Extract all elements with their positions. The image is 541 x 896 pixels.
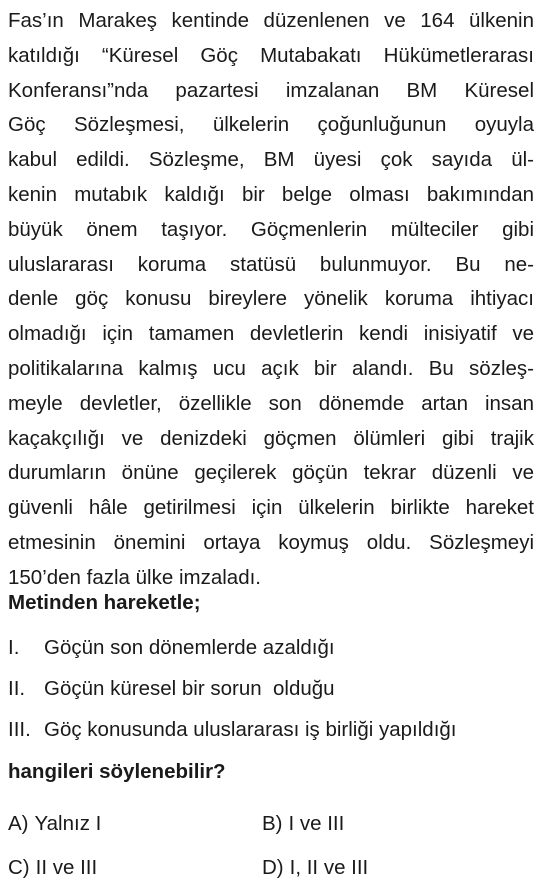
statement-text: Göç konusunda uluslararası iş birliği yapıldığı — [44, 718, 457, 741]
statement-number: I. — [8, 636, 20, 659]
option-b[interactable] — [262, 812, 344, 836]
passage-line: Göç Sözleşmesi, ülkelerin çoğunluğunun oyuyla — [8, 113, 534, 137]
statement-number: III. — [8, 718, 31, 741]
question-stem: hangileri söylenebilir? — [8, 760, 226, 783]
passage-line: kenin mutabık kaldığı bir belge olması bakımından — [8, 182, 534, 206]
passage-line: kaçakçılığı ve denizdeki göçmen ölümleri gibi trajik — [8, 426, 534, 450]
passage-line: güvenli hâle getirilmesi için ülkelerin birlikte hareket — [8, 496, 534, 520]
passage-line: politikalarına kalmış ucu açık bir alandı. Bu sözleş- — [8, 356, 534, 380]
reading-passage — [8, 4, 534, 596]
passage-line: denle göç konusu bireylere yönelik koruma ihtiyacı — [8, 287, 534, 311]
statement-item — [8, 673, 457, 714]
statement-item — [8, 714, 457, 755]
statement-list — [8, 632, 457, 755]
passage-line: durumların önüne geçilerek göçün tekrar düzenli ve — [8, 461, 534, 485]
passage-line: etmesinin önemini ortaya koymuş oldu. Sözleşmeyi — [8, 530, 534, 554]
statement-text: Göçün küresel bir sorun olduğu — [44, 677, 335, 700]
option-text: I, II ve III — [289, 856, 369, 879]
option-letter: D) — [262, 856, 284, 879]
statement-number: II. — [8, 677, 26, 700]
option-a[interactable] — [8, 812, 101, 836]
option-text: II ve III — [35, 856, 98, 879]
question-prompt: Metinden hareketle; — [8, 591, 201, 614]
passage-line: 150’den fazla ülke imzaladı. — [8, 565, 261, 589]
passage-line: katıldığı “Küresel Göç Mutabakatı Hükümetlerarası — [8, 43, 534, 67]
option-letter: A) — [8, 812, 29, 835]
passage-line: kabul edildi. Sözleşme, BM üyesi çok sayıda ül- — [8, 148, 534, 172]
passage-line: meyle devletler, özellikle son dönemde artan insan — [8, 391, 534, 415]
option-text: I ve III — [288, 812, 345, 835]
option-letter: B) — [262, 812, 283, 835]
option-text: Yalnız I — [34, 812, 102, 835]
passage-line: Konferansı”nda pazartesi imzalanan BM Küresel — [8, 78, 534, 102]
option-d[interactable] — [262, 856, 368, 880]
passage-line: büyük önem taşıyor. Göçmenlerin mülteciler gibi — [8, 217, 534, 241]
passage-line: Fas’ın Marakeş kentinde düzenlenen ve 164 ülkenin — [8, 9, 534, 32]
statement-item — [8, 632, 457, 673]
option-letter: C) — [8, 856, 30, 879]
passage-line: uluslararası koruma statüsü bulunmuyor. Bu ne- — [8, 252, 534, 276]
passage-line: olmadığı için tamamen devletlerin kendi inisiyatif ve — [8, 322, 534, 346]
option-c[interactable] — [8, 856, 97, 880]
statement-text: Göçün son dönemlerde azaldığı — [44, 636, 335, 659]
